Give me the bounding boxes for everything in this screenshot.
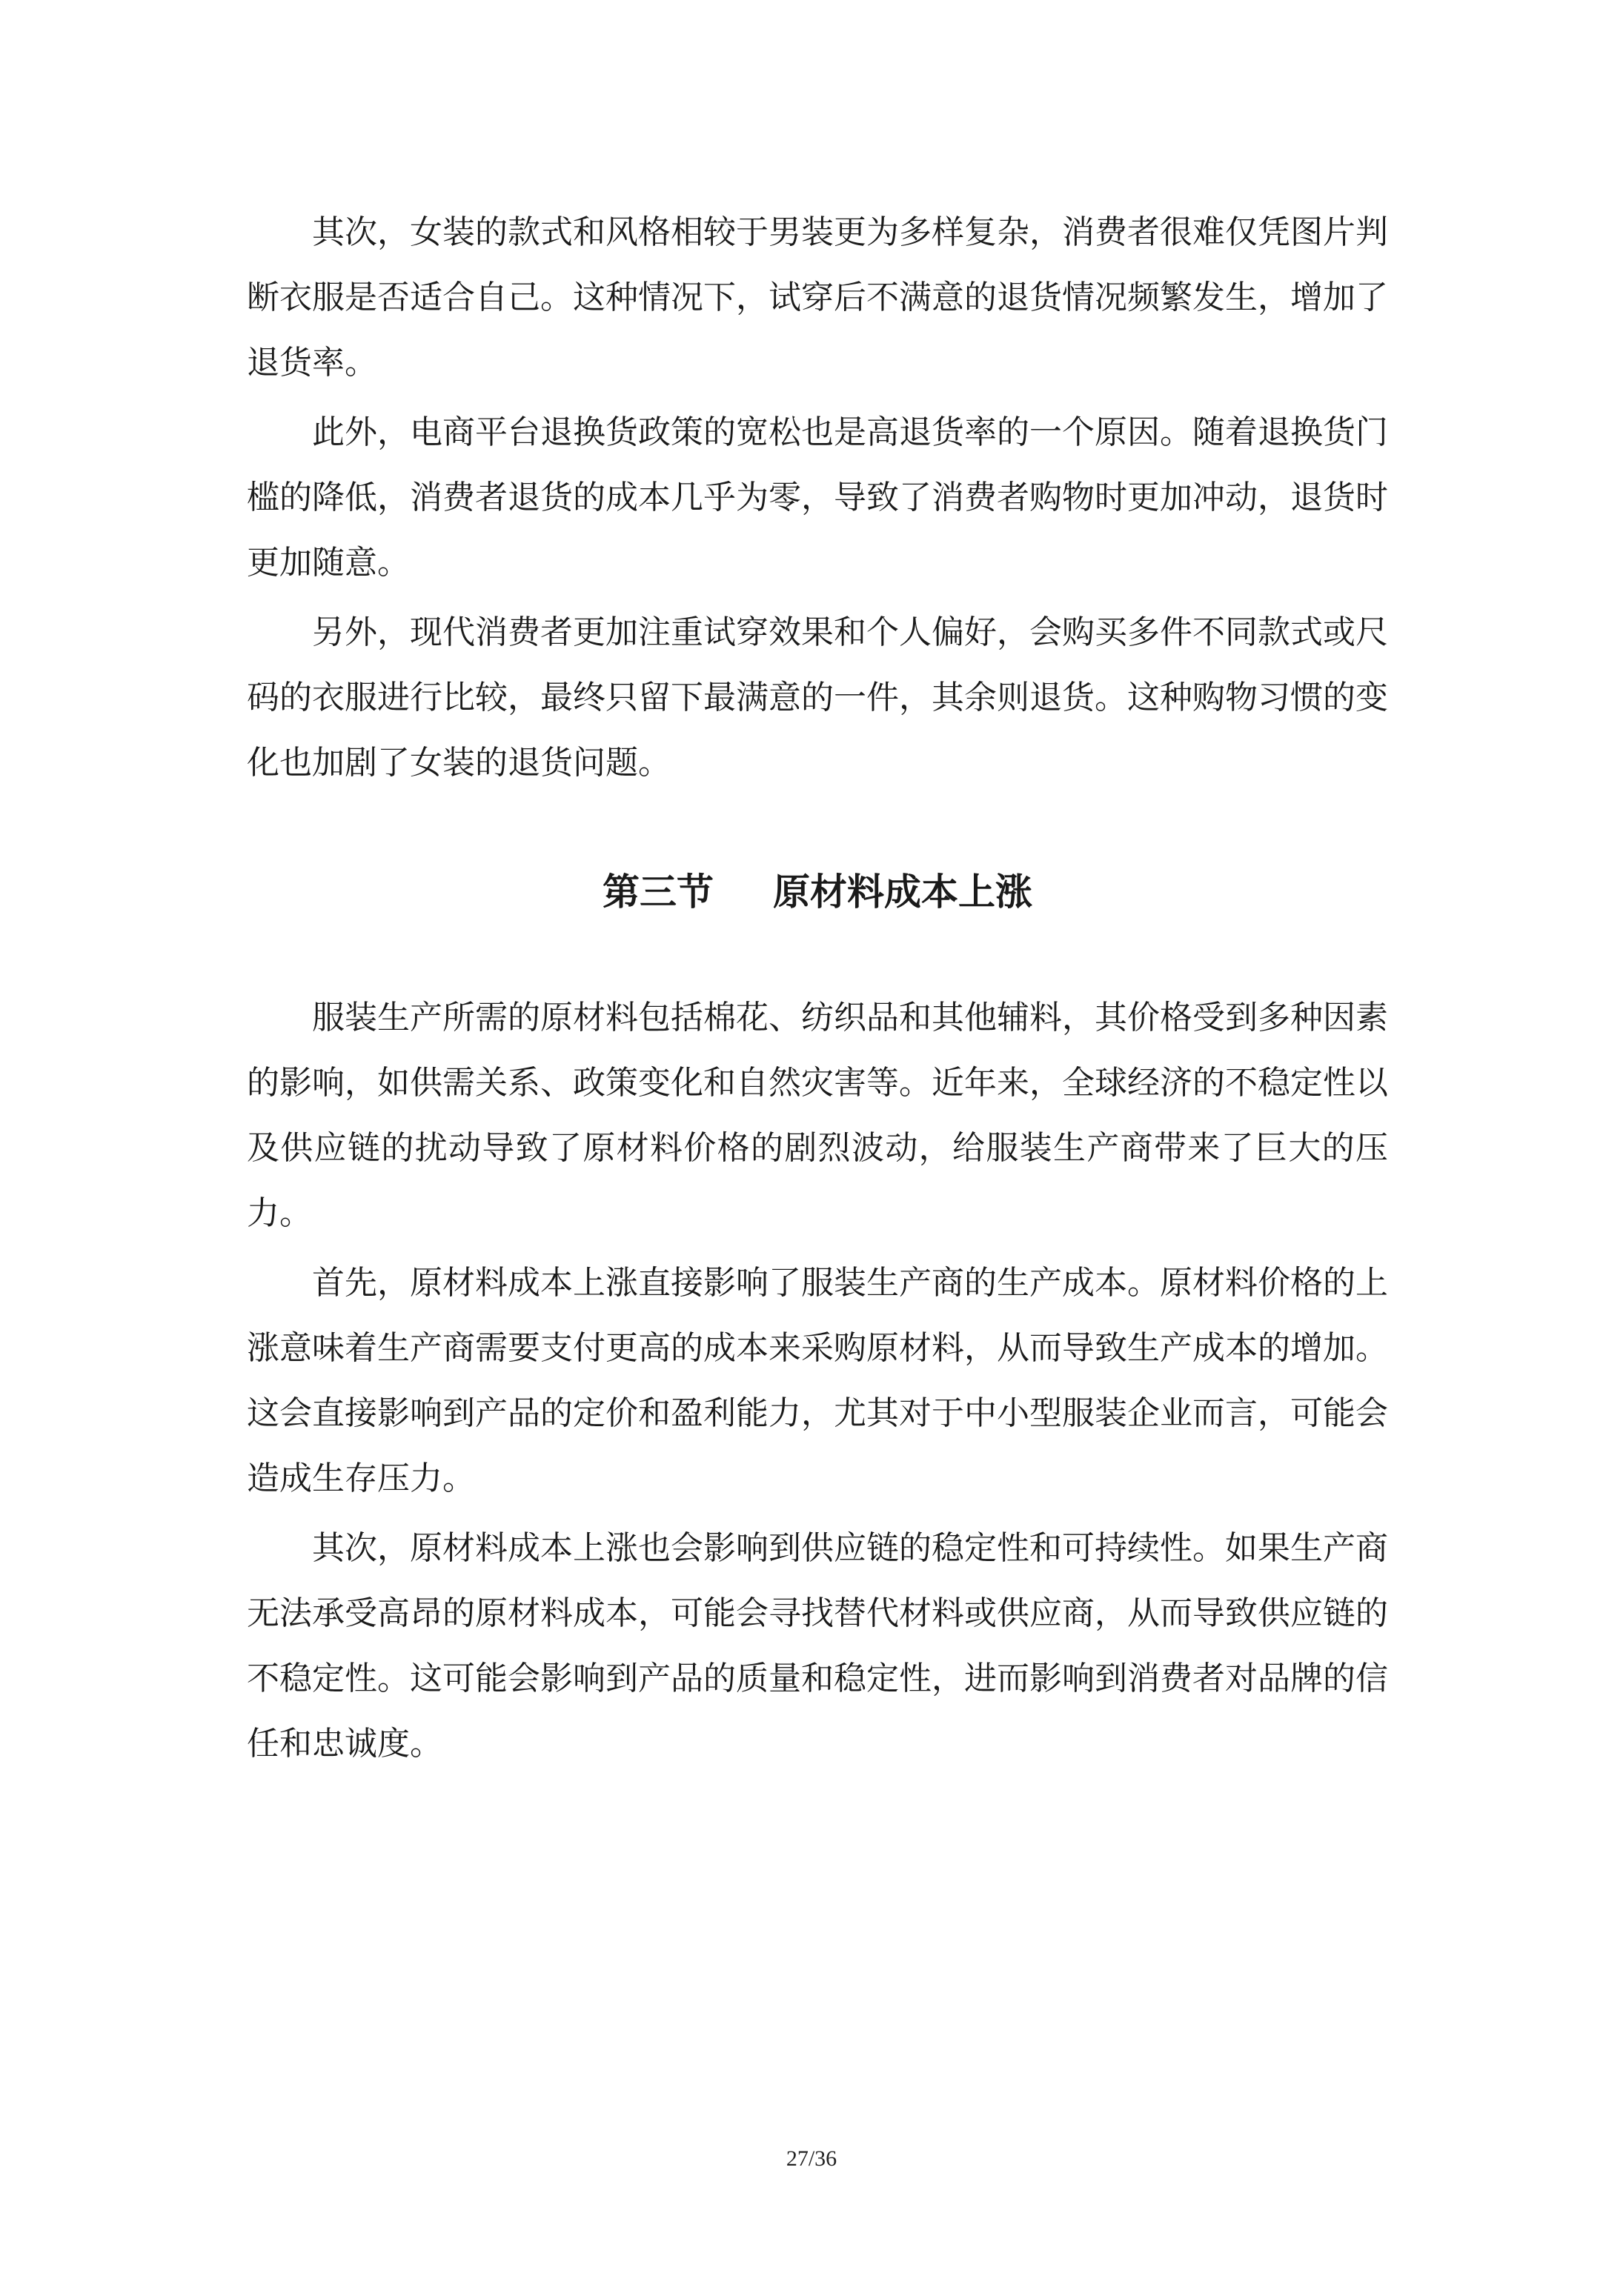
paragraph: 另外，现代消费者更加注重试穿效果和个人偏好，会购买多件不同款式或尺码的衣服进行比较，最终只留下最满意的一件，其余则退货。这种购物习惯的变化也加剧了女装的退货问题。 (247, 613, 1388, 782)
section-title-text: 原材料成本上涨 (773, 870, 1032, 914)
paragraph: 其次，原材料成本上涨也会影响到供应链的稳定性和可持续性。如果生产商无法承受高昂的原材料成本，可能会寻找替代材料或供应商，从而导致供应链的不稳定性。这可能会影响到产品的质量和稳定性，进而影响到消费者对品牌的信任和忠诚度。 (247, 1529, 1388, 1763)
paragraph: 此外，电商平台退换货政策的宽松也是高退货率的一个原因。随着退换货门槛的降低，消费者退货的成本几乎为零，导致了消费者购物时更加冲动，退货时更加随意。 (247, 413, 1388, 582)
paragraph: 首先，原材料成本上涨直接影响了服装生产商的生产成本。原材料价格的上涨意味着生产商需要支付更高的成本来采购原材料，从而导致生产成本的增加。这会直接影响到产品的定价和盈利能力，尤其对于中小型服装企业而言，可能会造成生存压力。 (247, 1264, 1388, 1497)
page-body (247, 200, 1388, 1781)
paragraph: 其次，女装的款式和风格相较于男装更为多样复杂，消费者很难仅凭图片判断衣服是否适合自己。这种情况下，试穿后不满意的退货情况频繁发生，增加了退货率。 (247, 213, 1388, 382)
page-number: 27/36 (786, 2146, 837, 2171)
paragraph: 服装生产所需的原材料包括棉花、纺织品和其他辅料，其价格受到多种因素的影响，如供需关系、政策变化和自然灾害等。近年来，全球经济的不稳定性以及供应链的扰动导致了原材料价格的剧烈波动，给服装生产商带来了巨大的压力。 (247, 999, 1388, 1232)
section-heading (247, 859, 1388, 925)
section-number: 第三节 (603, 870, 714, 914)
